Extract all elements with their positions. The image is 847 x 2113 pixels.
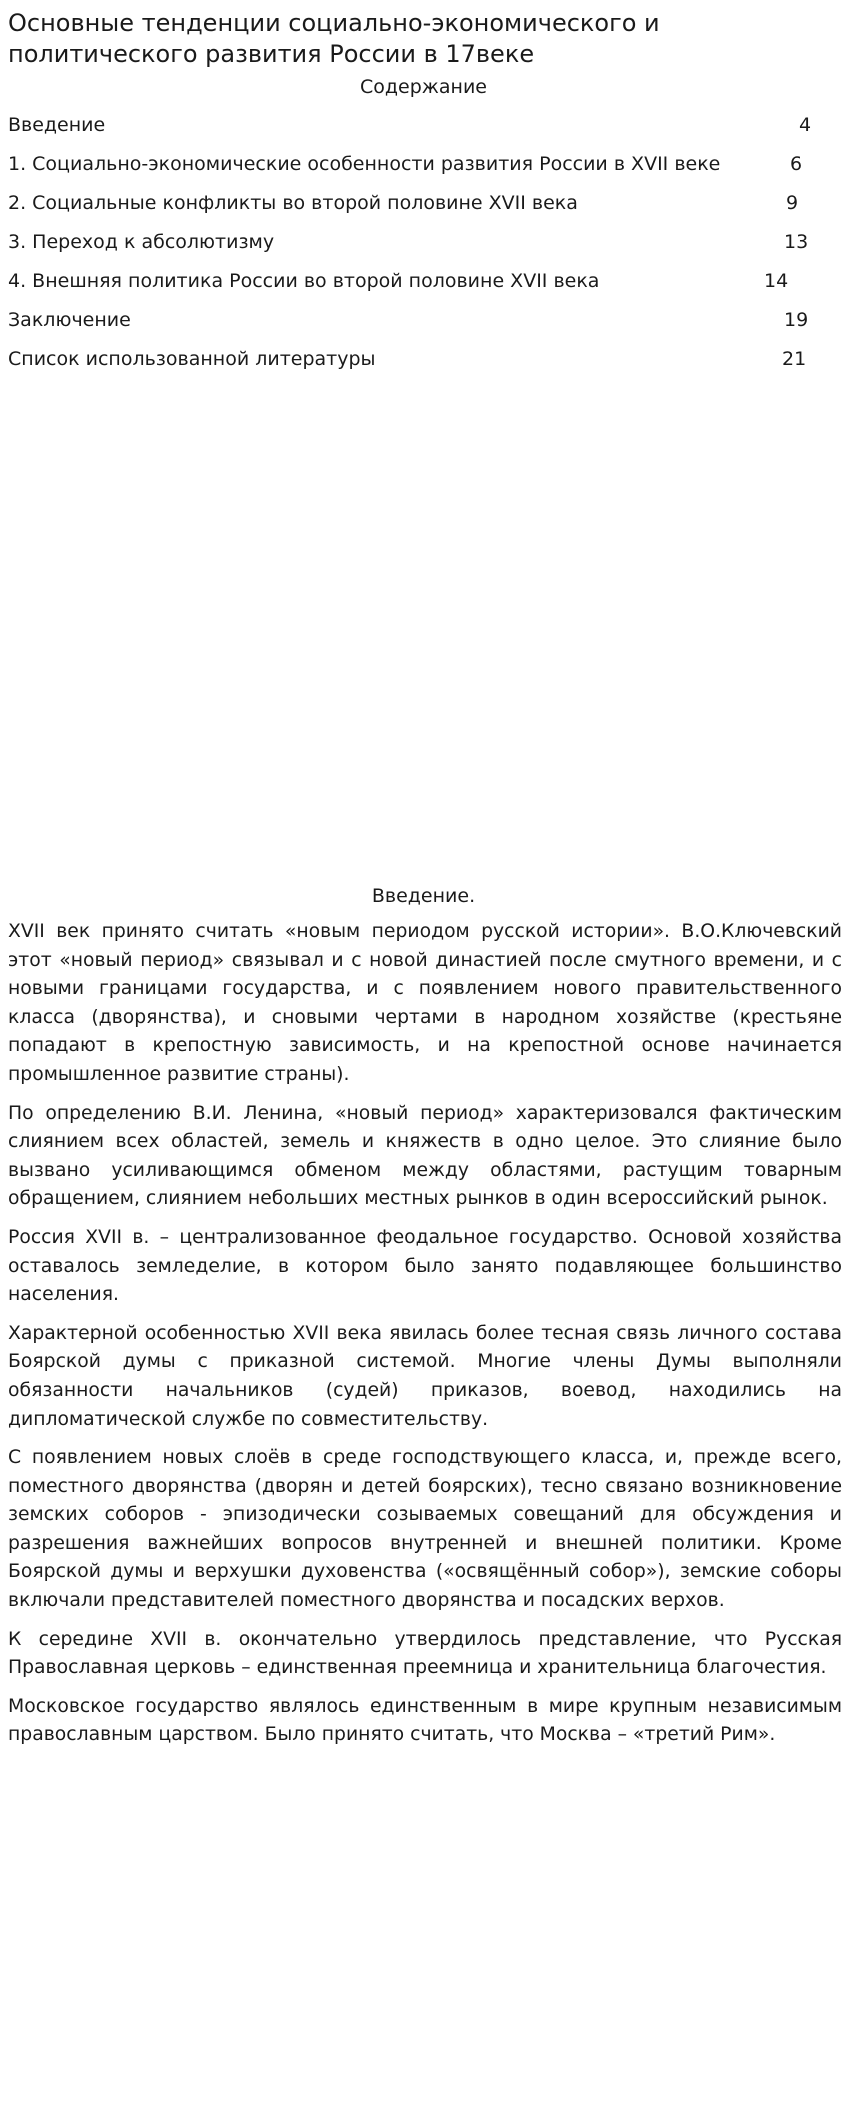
toc-item-label: 1. Социально-экономические особенности развития России в XVII веке [8,153,721,175]
paragraph: Характерной особенностью XVII века явилась более тесная связь личного состава Боярской думы с приказной системой. Многие члены Думы выполняли обязанности начальников (судей) приказов, воевод, находились на дипломатической службе по совместительству. [8,1322,842,1430]
toc-item-label: 2. Социальные конфликты во второй половине XVII века [8,192,578,214]
toc-item-section-2 [8,191,578,215]
toc-item-introduction [8,113,105,137]
paragraph: Московское государство являлось единственным в мире крупным независимым православным царством. Было принято считать, что Москва – «третий Рим». [8,1695,842,1746]
paragraph: Россия XVII в. – централизованное феодальное государство. Основой хозяйства оставалось земледелие, в котором было занято подавляющее большинство населения. [8,1226,842,1306]
paragraph: XVII век принято считать «новым периодом русской истории». В.О.Ключевский этот «новый период» связывал и с новой династией после смутного времени, и с новыми границами государства, и с появлением нового правительственного класса (дворянства), и сновыми чертами в народном хозяйстве (крестьяне попадают в крепостную зависимость, и на крепостной основе начинается промышленное развитие страны). [8,921,842,1085]
toc-item-bibliography [8,347,376,371]
toc-item-section-1 [8,152,720,176]
toc-heading: Содержание [360,76,487,98]
toc-item-label: Введение [8,114,106,136]
toc-item-page: 13 [784,231,809,253]
toc-item-page: 4 [799,114,812,136]
toc-item-label: 4. Внешняя политика России во второй половине XVII века [8,270,600,292]
introduction-body [8,918,842,1760]
toc-item-label: Список использованной литературы [8,348,376,370]
toc-item-label: 3. Переход к абсолютизму [8,231,275,253]
toc-item-label: Заключение [8,309,131,331]
paragraph: К середине XVII в. окончательно утвердилось представление, что Русская Православная церковь – единственная преемница и хранительница благочестия. [8,1628,842,1679]
toc-item-page: 6 [790,153,803,175]
toc-item-conclusion [8,308,131,332]
toc-item-section-4 [8,269,599,293]
introduction-heading: Введение. [371,885,476,907]
toc-item-page: 14 [764,270,789,292]
toc-item-page: 9 [786,192,799,214]
paragraph: С появлением новых слоёв в среде господствующего класса, и, прежде всего, поместного дворянства (дворян и детей боярских), тесно связано возникновение земских соборов - эпизодически созываемых совещаний для обсуждения и разрешения важнейших вопросов внутренней и внешней политики. Кроме Боярской думы и верхушки духовенства («освящённый собор»), земские соборы включали представителей поместного дворянства и посадских верхов. [8,1447,842,1612]
document-title: Основные тенденции социально-экономического и политического развития России в 17веке [8,9,660,68]
paragraph: По определению В.И. Ленина, «новый период» характеризовался фактическим слиянием всех областей, земель и княжеств в одно целое. Это слияние было вызвано усиливающимся обменом между областями, растущим товарным обращением, слиянием небольших местных рынков в один всероссийский рынок. [8,1102,842,1210]
toc-item-section-3 [8,230,274,254]
toc-item-page: 19 [784,309,809,331]
toc-item-page: 21 [782,348,807,370]
